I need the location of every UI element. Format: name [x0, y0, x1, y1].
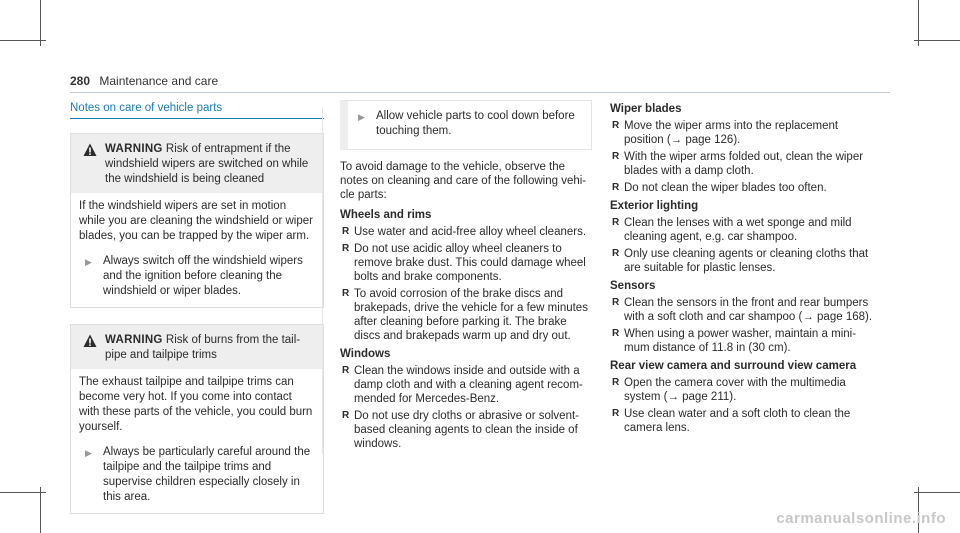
list-item: R With the wiper arms folded out, clean the wiper blades with a damp cloth.	[612, 151, 864, 177]
arrow-icon: ▶	[85, 448, 92, 458]
list-item: R Move the wiper arms into the replacement position (→ page 126).	[612, 120, 839, 146]
subheading-camera: Rear view camera and surround view camera	[610, 360, 857, 372]
bullet-icon: R	[612, 182, 620, 193]
list-item: R Do not clean the wiper blades too often.	[612, 182, 827, 194]
header-divider	[70, 92, 890, 93]
list-item: R Only use cleaning agents or cleaning cloths that are suitable for plastic lenses.	[612, 248, 869, 274]
list-item: R Use clean water and a soft cloth to clean the camera lens.	[612, 408, 851, 434]
bullet-icon: R	[612, 297, 620, 308]
camera-list	[610, 376, 880, 435]
section-heading: Notes on care of vehicle parts	[70, 102, 324, 119]
list-item: R Open the camera cover with the multimedia system (→ page 211).	[612, 377, 846, 403]
warning-title: Risk of burns from the tail-pipe and tailpipe trims	[105, 334, 301, 361]
warning-header	[71, 134, 323, 193]
bullet-icon: R	[612, 328, 620, 339]
bullet-icon: R	[612, 248, 620, 259]
wiper-list	[610, 119, 880, 195]
wheels-list	[340, 225, 592, 343]
crop-mark	[0, 40, 46, 41]
warning-label: WARNING	[105, 334, 163, 346]
bullet-icon: R	[612, 120, 620, 131]
cooldown-action	[340, 100, 592, 150]
watermark: carmanualsonline.info	[776, 510, 946, 527]
bullet-icon: R	[342, 243, 350, 254]
exterior-lighting-list	[610, 216, 880, 275]
list-item: R When using a power washer, maintain a mini-mum distance of 11.8 in (30 cm).	[612, 328, 857, 354]
warning-box-entrapment	[70, 133, 324, 308]
bullet-icon: R	[342, 365, 350, 376]
list-item: R Clean the windows inside and outside with a damp cloth and with a cleaning agent recom-mended for Mercedes-Benz.	[342, 365, 583, 405]
page-header	[70, 74, 218, 88]
section-name: Maintenance and care	[99, 74, 219, 88]
sensors-list	[610, 296, 880, 355]
intro-text: To avoid damage to the vehicle, observe the notes on cleaning and care of the following vehi-cle parts:	[340, 161, 587, 201]
warning-triangle-icon	[83, 334, 97, 348]
crop-mark	[40, 487, 41, 533]
list-item: R To avoid corrosion of the brake discs and brakepads, drive the vehicle for a few minutes after cleaning before parking it. The brake discs and brakepads warm up and dry out.	[342, 288, 588, 342]
warning-header	[71, 325, 323, 369]
subheading-wheels: Wheels and rims	[340, 209, 432, 221]
crop-mark	[914, 492, 960, 493]
arrow-icon: ▶	[358, 112, 365, 122]
warning-body: The exhaust tailpipe and tailpipe trims can become very hot. If you come into contact with these parts of the vehicle, you could burn yourself.	[79, 376, 313, 433]
warning-action	[71, 250, 323, 307]
warning-action	[71, 441, 323, 513]
list-item: R Do not use acidic alloy wheel cleaners to remove brake dust. This could damage wheel bolts and brake components.	[342, 243, 586, 283]
column-left	[70, 102, 324, 530]
list-item: R Clean the lenses with a wet sponge and mild cleaning agent, e.g. car shampoo.	[612, 217, 852, 243]
bullet-icon: R	[612, 217, 620, 228]
subheading-wiper-blades: Wiper blades	[610, 103, 682, 115]
cooldown-action-text: Allow vehicle parts to cool down before touching them.	[376, 110, 575, 137]
subheading-windows: Windows	[340, 348, 391, 360]
subheading-sensors: Sensors	[610, 280, 656, 292]
warning-body: If the windshield wipers are set in motion while you are cleaning the windshield or wiper blades, you can be trapped by the wiper arm.	[79, 200, 313, 242]
bullet-icon: R	[342, 226, 350, 237]
bullet-icon: R	[612, 151, 620, 162]
column-divider	[322, 108, 323, 454]
arrow-icon: ▶	[85, 257, 92, 267]
bullet-icon: R	[342, 410, 350, 421]
list-item: R Clean the sensors in the front and rear bumpers with a soft cloth and car shampoo (→ page 168).	[612, 297, 873, 323]
warning-box-burns	[70, 324, 324, 514]
windows-list	[340, 364, 592, 451]
bullet-icon: R	[342, 288, 350, 299]
warning-title: Risk of entrapment if the windshield wipers are switched on while the windshield is being cleaned	[105, 143, 309, 185]
crop-mark	[914, 40, 960, 41]
warning-action-text: Always be particularly careful around the tailpipe and the tailpipe trims and supervise children especially closely in this area.	[103, 446, 311, 503]
column-middle	[340, 102, 592, 454]
warning-action-text: Always switch off the windshield wipers and the ignition before cleaning the windshield or wiper blades.	[103, 255, 303, 297]
bullet-icon: R	[612, 408, 620, 419]
list-item: R Use water and acid-free alloy wheel cleaners.	[342, 226, 587, 238]
page-number: 280	[70, 74, 91, 88]
crop-mark	[0, 492, 46, 493]
subheading-exterior-lighting: Exterior lighting	[610, 200, 699, 212]
list-item: R Do not use dry cloths or abrasive or solvent-based cleaning agents to clean the inside of windows.	[342, 410, 579, 450]
warning-label: WARNING	[105, 143, 163, 155]
bullet-icon: R	[612, 377, 620, 388]
column-right	[610, 102, 880, 438]
warning-triangle-icon	[83, 143, 97, 157]
